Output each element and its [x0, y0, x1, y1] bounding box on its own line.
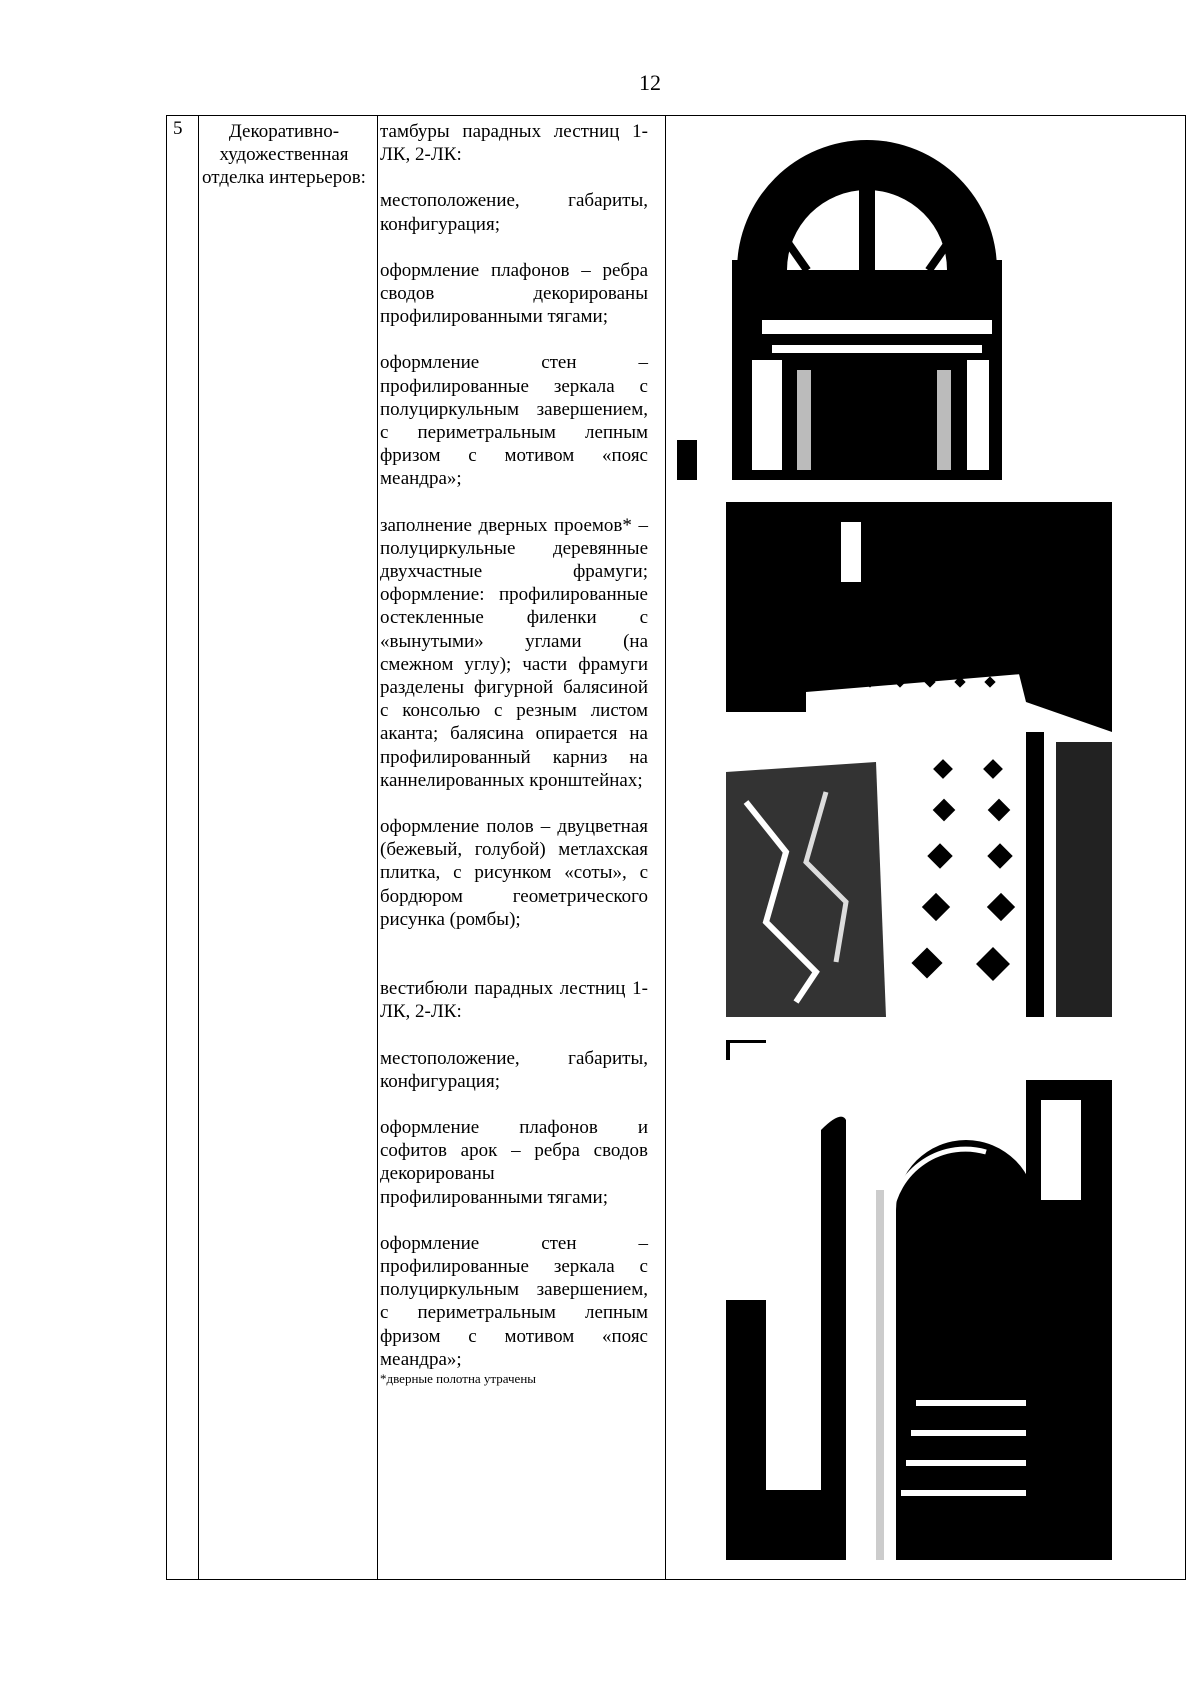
photo-vault-ceiling — [677, 120, 1057, 480]
description-paragraph: оформление стен – профилированные зеркала с полуциркульным завершением, с периметральным лепным фризом с мотивом «пояс меандра»; — [380, 352, 648, 490]
column-divider — [377, 116, 378, 1579]
description-paragraph: вестибюли парадных лестниц 1-ЛК, 2-ЛК: — [380, 978, 648, 1023]
row-title: Декоративно-художественная отделка интерьеров: — [202, 121, 366, 188]
row-description — [380, 120, 648, 1410]
description-paragraph: оформление плафонов – ребра сводов декорированы профилированными тягами; — [380, 259, 648, 328]
description-paragraph: местоположение, габариты, конфигурация; — [380, 1047, 648, 1092]
column-divider — [198, 116, 199, 1579]
footnote: *дверные полотна утрачены — [380, 1370, 537, 1386]
description-paragraph: оформление полов – двуцветная (бежевый, голубой) метлахская плитка, с рисунком «соты», с бордюром геометрического рисунка (ромбы); — [380, 816, 648, 930]
photo-vestibule-arch — [726, 1040, 1112, 1560]
description-paragraph: оформление стен – профилированные зеркала с полуциркульным завершением, с периметральным лепным фризом с мотивом «пояс меандра»; — [380, 1232, 648, 1370]
description-paragraph: заполнение дверных проемов* – полуциркульные деревянные двухчастные фрамуги; оформление: профилированные остекленные филенки с «вынутыми» углами (на смежном углу); части фрамуги разделены фигурной балясиной с консолью с резным листом аканта; балясина опирается на профилированный карниз на каннелированных кронштейнах; — [380, 514, 648, 791]
photo-tiled-floor — [726, 502, 1112, 1017]
row-number: 5 — [173, 118, 183, 139]
column-divider — [665, 116, 666, 1579]
page-number: 12 — [639, 70, 661, 95]
description-paragraph: оформление плафонов и софитов арок – ребра сводов декорированы профилированными тягами; — [380, 1116, 648, 1208]
description-paragraph: тамбуры парадных лестниц 1-ЛК, 2-ЛК: — [380, 121, 648, 166]
description-paragraph: местоположение, габариты, конфигурация; — [380, 190, 648, 235]
